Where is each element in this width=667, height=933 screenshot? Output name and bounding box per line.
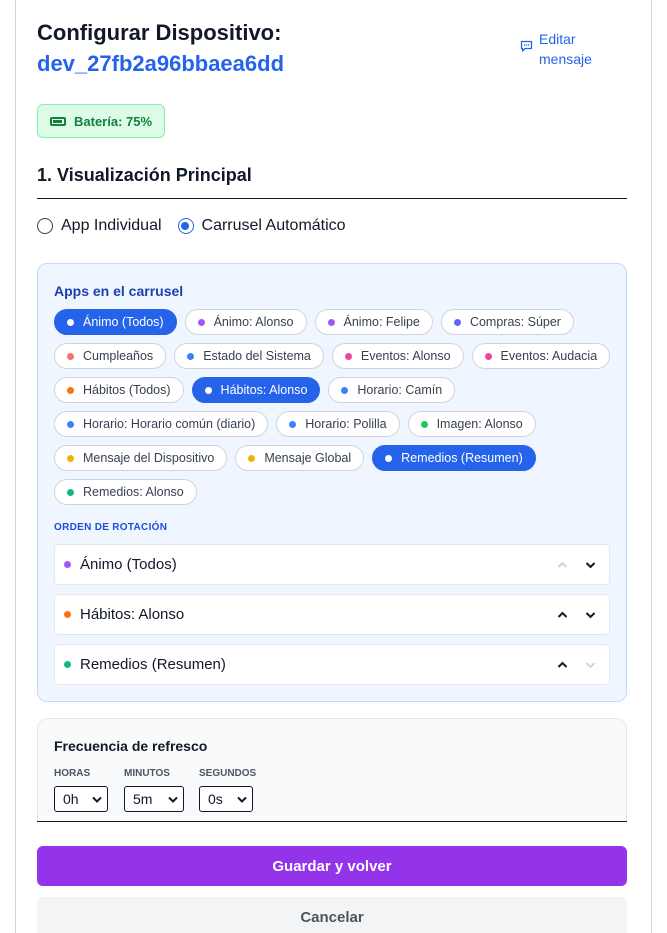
chevron-up-icon (557, 611, 568, 619)
reorder-controls (553, 556, 599, 574)
move-up-button (553, 556, 571, 574)
radio-circle-selected[interactable] (178, 218, 194, 234)
rotation-order-label: Ánimo (Todos) (80, 556, 177, 573)
app-chip-label: Hábitos (Todos) (83, 383, 171, 397)
save-and-return-button[interactable]: Guardar y volver (37, 846, 627, 886)
color-dot (385, 455, 392, 462)
app-chip-label: Horario: Camín (357, 383, 443, 397)
app-chip-list (54, 309, 614, 505)
rotation-order-item (54, 644, 610, 685)
color-dot (421, 421, 428, 428)
color-dot (345, 353, 352, 360)
seconds-select[interactable] (199, 786, 253, 812)
hours-field (54, 768, 108, 812)
minutes-label: MINUTOS (124, 768, 170, 779)
app-chip-label: Mensaje Global (264, 451, 352, 465)
app-chip[interactable] (54, 377, 184, 403)
app-chip-label: Eventos: Audacia (500, 349, 598, 363)
app-chip-label: Eventos: Alonso (360, 349, 451, 363)
section-divider (37, 198, 627, 199)
page-title-label: Configurar Dispositivo: (37, 20, 282, 45)
color-dot (205, 387, 212, 394)
page-border-left (15, 0, 16, 933)
minutes-field (124, 768, 184, 812)
app-chip[interactable] (441, 309, 574, 335)
color-dot (67, 319, 74, 326)
app-chip-label: Horario: Horario común (diario) (83, 417, 256, 431)
cancel-button[interactable]: Cancelar (37, 897, 627, 933)
move-down-button[interactable] (581, 556, 599, 574)
app-chip[interactable] (472, 343, 611, 369)
app-chip[interactable] (328, 377, 455, 403)
page-border-right (651, 0, 652, 933)
app-chip-label: Ánimo: Felipe (343, 315, 420, 329)
carousel-panel (37, 263, 627, 702)
edit-message-link[interactable] (520, 29, 592, 69)
seconds-field (199, 768, 256, 812)
color-dot (328, 319, 335, 326)
color-dot (187, 353, 194, 360)
move-up-button[interactable] (553, 606, 571, 624)
app-chip-label: Cumpleaños (83, 349, 154, 363)
move-up-button[interactable] (553, 656, 571, 674)
color-dot (485, 353, 492, 360)
color-dot (67, 387, 74, 394)
app-chip[interactable] (408, 411, 536, 437)
app-chip[interactable] (54, 343, 166, 369)
move-down-button (581, 656, 599, 674)
app-chip-label: Ánimo: Alonso (213, 315, 294, 329)
refresh-divider (37, 821, 627, 822)
radio-circle-unselected[interactable] (37, 218, 53, 234)
refresh-title: Frecuencia de refresco (54, 738, 208, 754)
app-chip-label: Compras: Súper (469, 315, 561, 329)
move-down-button[interactable] (581, 606, 599, 624)
color-dot (198, 319, 205, 326)
chevron-down-icon (585, 611, 596, 619)
hours-label: HORAS (54, 768, 91, 779)
edit-message-label: Editar mensaje (539, 31, 592, 67)
chevron-down-icon (92, 796, 102, 803)
refresh-panel (37, 718, 627, 821)
app-chip-label: Remedios: Alonso (83, 485, 184, 499)
color-dot (64, 661, 71, 668)
device-id: dev_27fb2a96bbaea6dd (37, 51, 285, 76)
minutes-select[interactable] (124, 786, 184, 812)
app-chip[interactable] (332, 343, 464, 369)
rotation-order-item (54, 594, 610, 635)
chevron-down-icon (237, 796, 247, 803)
rotation-order-label: Hábitos: Alonso (80, 606, 185, 623)
page-title (37, 20, 284, 77)
chevron-up-icon (557, 561, 568, 569)
app-chip-label: Horario: Polilla (305, 417, 387, 431)
rotation-order-title: ORDEN DE ROTACIÓN (54, 522, 168, 533)
hours-select[interactable] (54, 786, 108, 812)
app-chip[interactable] (315, 309, 433, 335)
color-dot (64, 611, 71, 618)
radio-label: App Individual (61, 217, 162, 234)
chevron-up-icon (557, 661, 568, 669)
app-chip-label: Remedios (Resumen) (401, 451, 523, 465)
app-chip[interactable] (174, 343, 324, 369)
reorder-controls (553, 656, 599, 674)
minutes-value: 5m (133, 791, 153, 807)
app-chip[interactable] (276, 411, 399, 437)
rotation-order-item (54, 544, 610, 585)
app-chip-label: Hábitos: Alonso (220, 383, 308, 397)
app-chip-label: Mensaje del Dispositivo (83, 451, 215, 465)
carousel-apps-title: Apps en el carrusel (54, 283, 184, 299)
color-dot (67, 489, 74, 496)
app-chip[interactable] (235, 445, 364, 471)
app-chip-label: Imagen: Alonso (436, 417, 523, 431)
radio-label: Carrusel Automático (201, 217, 346, 234)
color-dot (341, 387, 348, 394)
chevron-down-icon (585, 561, 596, 569)
seconds-label: SEGUNDOS (199, 768, 257, 779)
battery-badge (37, 104, 165, 138)
app-chip[interactable] (54, 445, 227, 471)
rotation-order-list (54, 544, 610, 694)
app-chip[interactable] (54, 411, 268, 437)
app-chip[interactable] (54, 479, 197, 505)
reorder-controls (553, 606, 599, 624)
color-dot (67, 421, 74, 428)
color-dot (64, 561, 71, 568)
battery-icon (50, 117, 66, 126)
app-chip[interactable] (185, 309, 307, 335)
chevron-down-icon (585, 661, 596, 669)
display-mode-group (37, 217, 346, 235)
color-dot (67, 353, 74, 360)
app-chip-label: Ánimo (Todos) (83, 315, 164, 329)
battery-label: Batería: 75% (74, 113, 153, 129)
app-chip[interactable] (372, 445, 536, 471)
app-chip[interactable] (192, 377, 321, 403)
section-title: 1. Visualización Principal (37, 165, 252, 185)
message-icon (520, 40, 533, 53)
chevron-down-icon (168, 796, 178, 803)
seconds-value: 0s (208, 791, 223, 807)
hours-value: 0h (63, 791, 79, 807)
app-chip-label: Estado del Sistema (203, 349, 311, 363)
color-dot (289, 421, 296, 428)
rotation-order-label: Remedios (Resumen) (80, 656, 226, 673)
radio-carrusel-automatico[interactable] (178, 217, 346, 235)
color-dot (454, 319, 461, 326)
app-chip[interactable] (54, 309, 177, 335)
color-dot (248, 455, 255, 462)
color-dot (67, 455, 74, 462)
radio-app-individual[interactable] (37, 217, 162, 235)
